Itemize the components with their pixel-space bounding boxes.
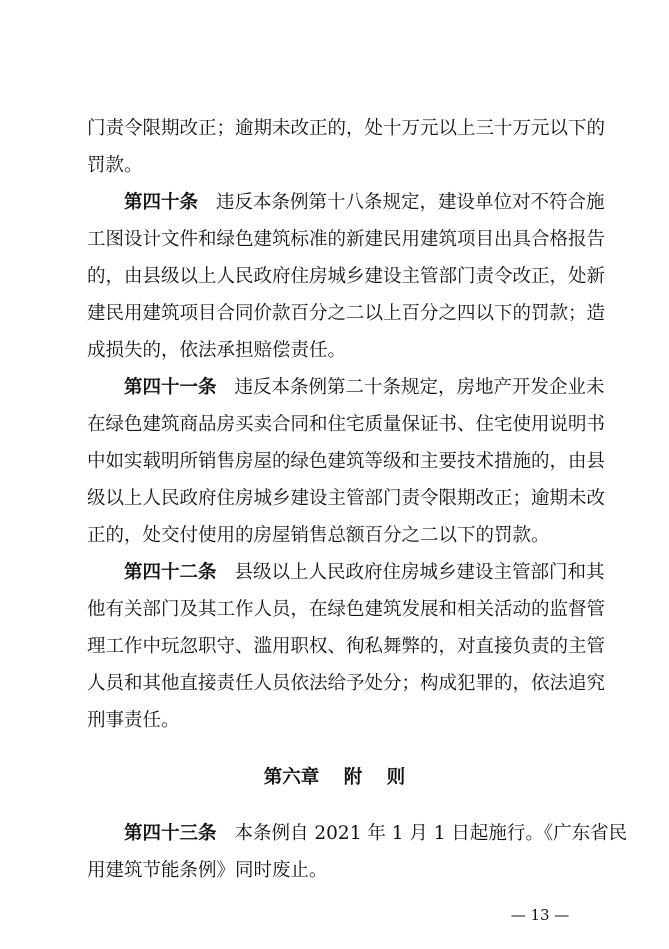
text-line: 人员和其他直接责任人员依法给予处分；构成犯罪的，依法追究 [87, 673, 606, 694]
text-line: 工图设计文件和绿色建筑标准的新建民用建筑项目出具合格报告 [87, 229, 606, 250]
article-43-line [124, 822, 628, 846]
article-42-heading: 第四十二条 [124, 562, 217, 583]
article-43-text: 本条例自 2021 年 1 月 1 日起施行。《广东省民 [234, 823, 628, 844]
page-number: — 13 — [510, 906, 570, 924]
article-40-text: 违反本条例第十八条规定，建设单位对不符合施 [216, 192, 605, 213]
article-42-text: 县级以上人民政府住房城乡建设主管部门和其 [234, 562, 605, 583]
article-41-line [124, 376, 605, 400]
article-40-line [124, 191, 605, 215]
text-line: 建民用建筑项目合同价款百分之二以上百分之四以下的罚款；造 [87, 303, 606, 324]
article-42-line [124, 561, 605, 585]
text-line: 罚款。 [87, 155, 143, 176]
text-line: 理工作中玩忽职守、滥用职权、徇私舞弊的，对直接负责的主管 [87, 636, 606, 657]
text-line: 级以上人民政府住房城乡建设主管部门责令限期改正；逾期未改 [87, 488, 606, 509]
text-line: 刑事责任。 [87, 710, 180, 731]
text-line: 用建筑节能条例》同时废止。 [87, 860, 328, 881]
text-line: 正的，处交付使用的房屋销售总额百分之二以下的罚款。 [87, 525, 550, 546]
chapter-title: 第六章 附 则 [263, 767, 406, 788]
article-40-heading: 第四十条 [124, 192, 199, 213]
text-line: 成损失的，依法承担赔偿责任。 [87, 340, 347, 361]
text-line: 他有关部门及其工作人员，在绿色建筑发展和相关活动的监督管 [87, 599, 606, 620]
text-line: 在绿色建筑商品房买卖合同和住宅质量保证书、住宅使用说明书 [87, 414, 606, 435]
text-line: 门责令限期改正；逾期未改正的，处十万元以上三十万元以下的 [87, 118, 606, 139]
article-41-text: 违反本条例第二十条规定，房地产开发企业未 [234, 377, 605, 398]
article-41-heading: 第四十一条 [124, 377, 217, 398]
text-line: 的，由县级以上人民政府住房城乡建设主管部门责令改正，处新 [87, 266, 606, 287]
article-43-heading: 第四十三条 [124, 823, 217, 844]
text-line: 中如实载明所销售房屋的绿色建筑等级和主要技术措施的，由县 [87, 451, 606, 472]
